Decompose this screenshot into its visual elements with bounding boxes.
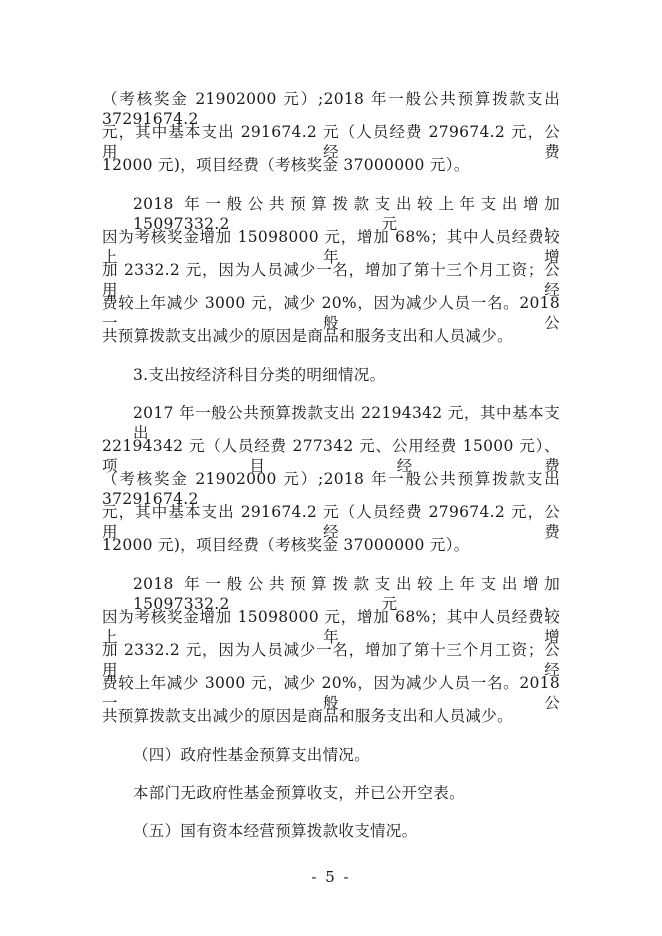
paragraph-line: 因为考核奖金增加 15098000 元，增加 68%；其中人员经费较上年增 <box>102 608 560 646</box>
paragraph-line: 12000 元)，项目经费（考核奖金 37000000 元）。 <box>102 156 470 174</box>
paragraph-line: 元，其中基本支出 291674.2 元（人员经费 279674.2 元，公用经费 <box>102 123 560 161</box>
section-heading: 3.支出按经济科目分类的明细情况。 <box>133 366 386 384</box>
paragraph-line: 因为考核奖金增加 15098000 元，增加 68%；其中人员经费较上年增 <box>102 228 560 266</box>
paragraph-line: 2017 年一般公共预算拨款支出 22194342 元，其中基本支出 <box>133 404 560 442</box>
section-heading: （四）政府性基金预算支出情况。 <box>133 746 371 764</box>
paragraph-line: （考核奖金 21902000 元）;2018 年一般公共预算拨款支出 37291674.2 <box>102 90 560 128</box>
paragraph-line: 加 2332.2 元，因为人员减少一名，增加了第十三个月工资；公用经 <box>102 641 560 679</box>
paragraph-line: （考核奖金 21902000 元）;2018 年一般公共预算拨款支出 37291674.2 <box>102 470 560 508</box>
paragraph-line: 2018 年一般公共预算拨款支出较上年支出增加 15097332.2 元， <box>133 575 560 613</box>
paragraph-line: 加 2332.2 元，因为人员减少一名，增加了第十三个月工资；公用经 <box>102 261 560 299</box>
paragraph-line: 共预算拨款支出减少的原因是商品和服务支出和人员减少。 <box>102 707 513 725</box>
paragraph-line: 共预算拨款支出减少的原因是商品和服务支出和人员减少。 <box>102 327 513 345</box>
paragraph-line: 22194342 元（人员经费 277342 元、公用经费 15000 元）、项目经费 <box>102 437 560 475</box>
paragraph-line: 本部门无政府性基金预算收支，并已公开空表。 <box>133 784 465 802</box>
paragraph-line: 2018 年一般公共预算拨款支出较上年支出增加 15097332.2 元， <box>133 195 560 233</box>
section-heading: （五）国有资本经营预算拨款收支情况。 <box>133 822 418 840</box>
page-number: - 5 - <box>311 868 351 886</box>
paragraph-line: 元，其中基本支出 291674.2 元（人员经费 279674.2 元，公用经费 <box>102 503 560 541</box>
paragraph-line: 费较上年减少 3000 元，减少 20%，因为减少人员一名。2018 一般公 <box>102 674 560 712</box>
paragraph-line: 费较上年减少 3000 元，减少 20%，因为减少人员一名。2018 一般公 <box>102 294 560 332</box>
paragraph-line: 12000 元)，项目经费（考核奖金 37000000 元）。 <box>102 536 470 554</box>
